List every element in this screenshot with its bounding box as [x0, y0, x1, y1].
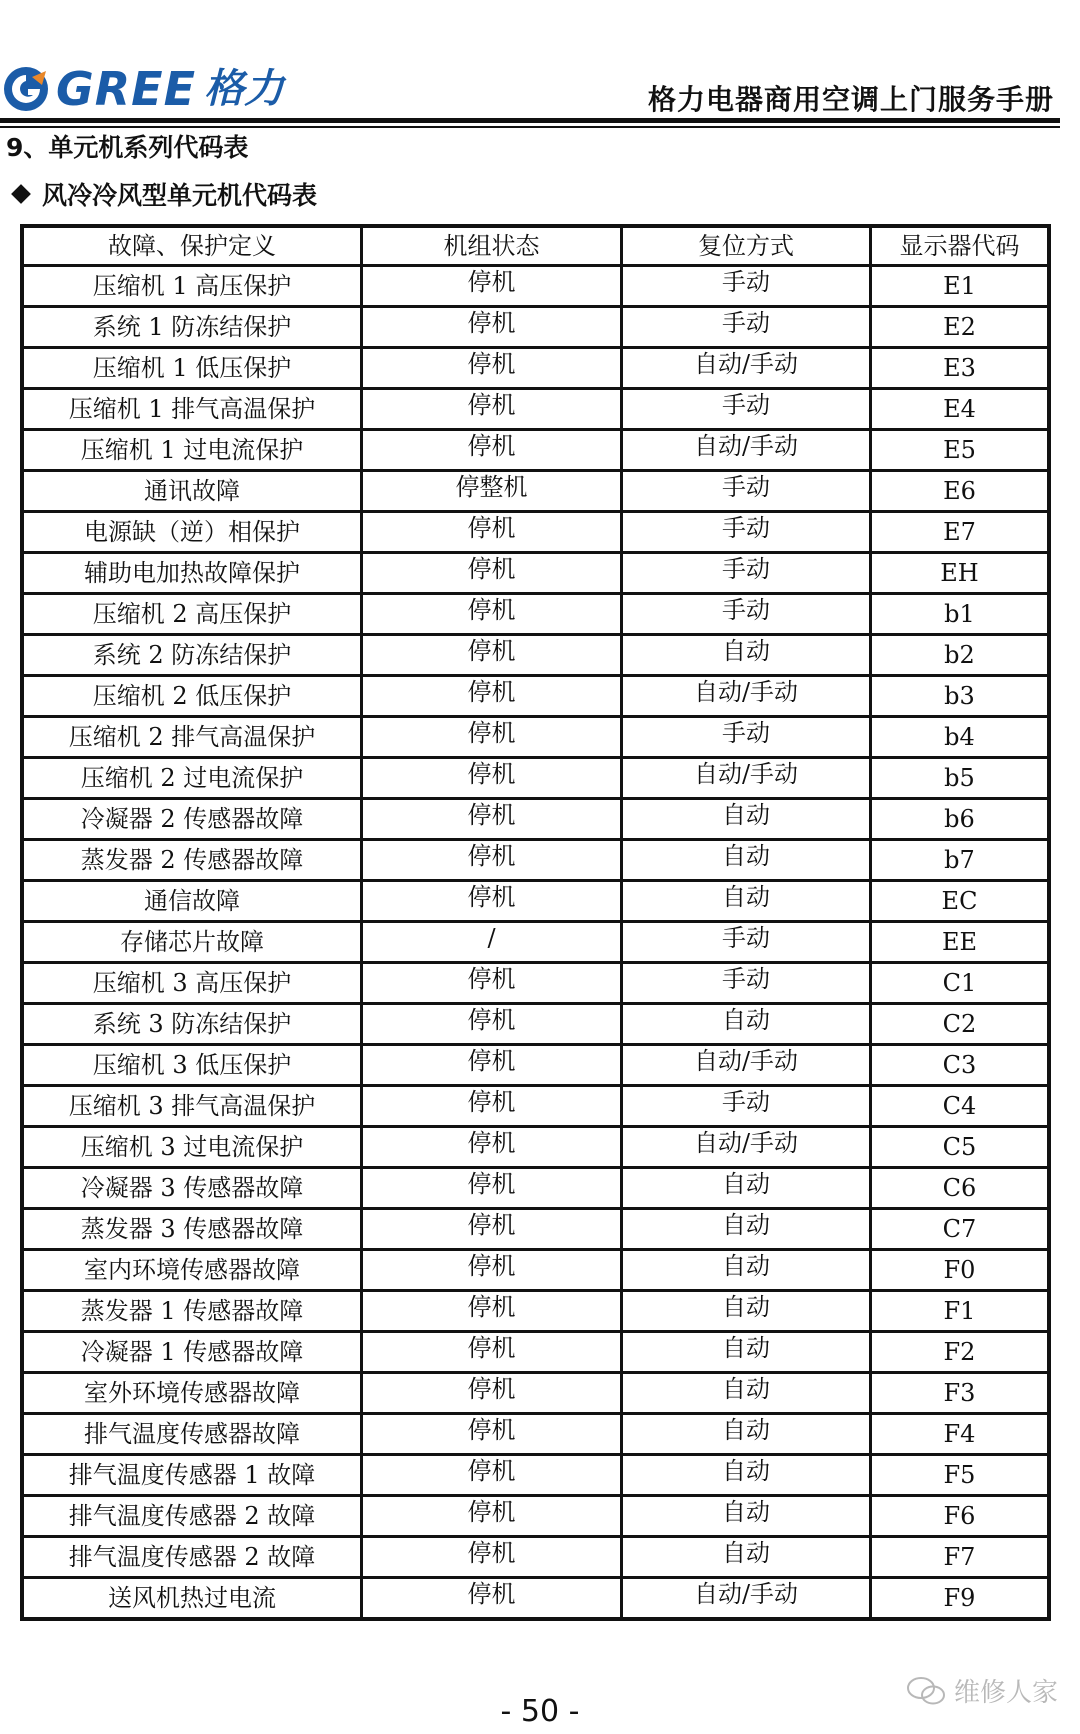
cell-unit-status: 停机 [362, 881, 622, 922]
cell-reset-method: 手动 [622, 389, 871, 430]
cell-display-code: C3 [871, 1045, 1050, 1086]
cell-unit-status: 停机 [362, 1209, 622, 1250]
cell-display-code: C7 [871, 1209, 1050, 1250]
cell-unit-status: 停机 [362, 1127, 622, 1168]
cell-reset-method: 自动/手动 [622, 1045, 871, 1086]
cell-fault-definition: 冷凝器 1 传感器故障 [22, 1332, 362, 1373]
cell-unit-status: 停机 [362, 1373, 622, 1414]
cell-reset-method: 手动 [622, 1086, 871, 1127]
cell-display-code: F2 [871, 1332, 1050, 1373]
cell-unit-status: 停机 [362, 717, 622, 758]
cell-reset-method: 手动 [622, 717, 871, 758]
table-row [22, 881, 1049, 922]
cell-fault-definition: 压缩机 3 低压保护 [22, 1045, 362, 1086]
cell-display-code: EE [871, 922, 1050, 963]
cell-reset-method: 自动 [622, 1291, 871, 1332]
cell-reset-method: 手动 [622, 922, 871, 963]
cell-reset-method: 自动 [622, 1373, 871, 1414]
table-row [22, 1332, 1049, 1373]
cell-display-code: b7 [871, 840, 1050, 881]
table-row [22, 307, 1049, 348]
cell-unit-status: 停机 [362, 1291, 622, 1332]
cell-fault-definition: 排气温度传感器 2 故障 [22, 1537, 362, 1578]
cell-reset-method: 手动 [622, 963, 871, 1004]
cell-fault-definition: 冷凝器 2 传感器故障 [22, 799, 362, 840]
cell-fault-definition: 压缩机 3 高压保护 [22, 963, 362, 1004]
cell-reset-method: 自动 [622, 881, 871, 922]
cell-display-code: C1 [871, 963, 1050, 1004]
cell-reset-method: 自动/手动 [622, 348, 871, 389]
cell-fault-definition: 系统 3 防冻结保护 [22, 1004, 362, 1045]
cell-display-code: E7 [871, 512, 1050, 553]
cell-reset-method: 自动 [622, 1414, 871, 1455]
cell-fault-definition: 室外环境传感器故障 [22, 1373, 362, 1414]
cell-display-code: F5 [871, 1455, 1050, 1496]
cell-fault-definition: 排气温度传感器故障 [22, 1414, 362, 1455]
cell-display-code: E2 [871, 307, 1050, 348]
table-row [22, 553, 1049, 594]
watermark-text: 维修人家 [953, 1678, 1058, 1708]
cell-display-code: EH [871, 553, 1050, 594]
logo-chinese-text: 格力 [204, 65, 285, 112]
cell-reset-method: 手动 [622, 266, 871, 307]
cell-reset-method: 自动 [622, 1250, 871, 1291]
cell-fault-definition: 室内环境传感器故障 [22, 1250, 362, 1291]
cell-display-code: b6 [871, 799, 1050, 840]
cell-fault-definition: 系统 2 防冻结保护 [22, 635, 362, 676]
table-row [22, 1250, 1049, 1291]
cell-reset-method: 自动 [622, 1496, 871, 1537]
cell-unit-status: 停机 [362, 1455, 622, 1496]
cell-fault-definition: 排气温度传感器 2 故障 [22, 1496, 362, 1537]
section-title: 9、单元机系列代码表 [6, 133, 249, 162]
header-rule-thick [0, 118, 1060, 123]
cell-display-code: E6 [871, 471, 1050, 512]
sub-title-text: 风冷冷风型单元机代码表 [42, 181, 318, 210]
cell-unit-status: 停机 [362, 963, 622, 1004]
cell-reset-method: 自动 [622, 1209, 871, 1250]
cell-fault-definition: 压缩机 3 排气高温保护 [22, 1086, 362, 1127]
cell-fault-definition: 蒸发器 1 传感器故障 [22, 1291, 362, 1332]
table-row [22, 389, 1049, 430]
cell-unit-status: 停机 [362, 348, 622, 389]
cell-fault-definition: 压缩机 2 排气高温保护 [22, 717, 362, 758]
table-row [22, 1004, 1049, 1045]
cell-unit-status: 停机 [362, 1045, 622, 1086]
cell-unit-status: 停整机 [362, 471, 622, 512]
cell-reset-method: 自动 [622, 799, 871, 840]
cell-unit-status: 停机 [362, 389, 622, 430]
table-row [22, 635, 1049, 676]
cell-display-code: C6 [871, 1168, 1050, 1209]
table-row [22, 512, 1049, 553]
cell-unit-status: 停机 [362, 1168, 622, 1209]
cell-reset-method: 自动 [622, 1537, 871, 1578]
cell-reset-method: 自动/手动 [622, 430, 871, 471]
table-row [22, 266, 1049, 307]
cell-fault-definition: 压缩机 1 过电流保护 [22, 430, 362, 471]
cell-fault-definition: 辅助电加热故障保护 [22, 553, 362, 594]
cell-unit-status: 停机 [362, 1578, 622, 1620]
cell-fault-definition: 电源缺（逆）相保护 [22, 512, 362, 553]
cell-fault-definition: 系统 1 防冻结保护 [22, 307, 362, 348]
cell-fault-definition: 蒸发器 2 传感器故障 [22, 840, 362, 881]
cell-fault-definition: 压缩机 1 低压保护 [22, 348, 362, 389]
cell-reset-method: 手动 [622, 594, 871, 635]
cell-reset-method: 自动/手动 [622, 1127, 871, 1168]
cell-reset-method: 自动/手动 [622, 1578, 871, 1620]
table-row [22, 594, 1049, 635]
cell-display-code: F3 [871, 1373, 1050, 1414]
cell-fault-definition: 压缩机 2 低压保护 [22, 676, 362, 717]
wechat-icon [906, 1676, 946, 1706]
cell-reset-method: 自动/手动 [622, 758, 871, 799]
cell-unit-status: 停机 [362, 1414, 622, 1455]
cell-display-code: b2 [871, 635, 1050, 676]
cell-display-code: b1 [871, 594, 1050, 635]
table-row [22, 1414, 1049, 1455]
cell-unit-status: 停机 [362, 840, 622, 881]
cell-display-code: EC [871, 881, 1050, 922]
header-display-code: 显示器代码 [871, 226, 1050, 266]
cell-unit-status: 停机 [362, 635, 622, 676]
header-fault-definition: 故障、保护定义 [22, 226, 362, 266]
page-number: - 50 - [500, 1694, 580, 1729]
cell-display-code: b5 [871, 758, 1050, 799]
diamond-bullet-icon [11, 184, 31, 204]
table-row [22, 1455, 1049, 1496]
table-row [22, 840, 1049, 881]
cell-unit-status: 停机 [362, 307, 622, 348]
cell-unit-status: 停机 [362, 1332, 622, 1373]
cell-display-code: C4 [871, 1086, 1050, 1127]
cell-unit-status: 停机 [362, 1496, 622, 1537]
table-row [22, 1537, 1049, 1578]
cell-unit-status: 停机 [362, 512, 622, 553]
logo-text: GREE [56, 62, 197, 116]
table-row [22, 1291, 1049, 1332]
table-row [22, 1168, 1049, 1209]
cell-fault-definition: 压缩机 1 排气高温保护 [22, 389, 362, 430]
table-header-row [22, 226, 1049, 266]
cell-unit-status: 停机 [362, 553, 622, 594]
gree-logo [2, 62, 285, 116]
cell-unit-status: 停机 [362, 676, 622, 717]
cell-reset-method: 自动 [622, 1004, 871, 1045]
cell-display-code: F0 [871, 1250, 1050, 1291]
cell-fault-definition: 冷凝器 3 传感器故障 [22, 1168, 362, 1209]
table-row [22, 348, 1049, 389]
cell-display-code: b3 [871, 676, 1050, 717]
cell-unit-status: 停机 [362, 758, 622, 799]
cell-unit-status: 停机 [362, 594, 622, 635]
cell-fault-definition: 通讯故障 [22, 471, 362, 512]
cell-display-code: E3 [871, 348, 1050, 389]
cell-unit-status: 停机 [362, 799, 622, 840]
table-row [22, 430, 1049, 471]
table-body [22, 266, 1049, 1620]
cell-unit-status: 停机 [362, 1004, 622, 1045]
cell-reset-method: 自动 [622, 1168, 871, 1209]
cell-display-code: C2 [871, 1004, 1050, 1045]
cell-display-code: b4 [871, 717, 1050, 758]
cell-unit-status: 停机 [362, 1250, 622, 1291]
table-row [22, 1127, 1049, 1168]
cell-fault-definition: 蒸发器 3 传感器故障 [22, 1209, 362, 1250]
table-row [22, 1045, 1049, 1086]
header-unit-status: 机组状态 [362, 226, 622, 266]
cell-fault-definition: 压缩机 1 高压保护 [22, 266, 362, 307]
table-row [22, 676, 1049, 717]
cell-reset-method: 自动 [622, 840, 871, 881]
cell-unit-status: 停机 [362, 266, 622, 307]
header-reset-method: 复位方式 [622, 226, 871, 266]
table-row [22, 471, 1049, 512]
cell-reset-method: 自动/手动 [622, 676, 871, 717]
table-row [22, 1373, 1049, 1414]
table-row [22, 963, 1049, 1004]
cell-fault-definition: 排气温度传感器 1 故障 [22, 1455, 362, 1496]
cell-display-code: E4 [871, 389, 1050, 430]
table-row [22, 922, 1049, 963]
cell-unit-status: 停机 [362, 1086, 622, 1127]
table-row [22, 717, 1049, 758]
cell-unit-status: / [362, 922, 622, 963]
cell-unit-status: 停机 [362, 1537, 622, 1578]
sub-title [10, 176, 317, 212]
cell-fault-definition: 存储芯片故障 [22, 922, 362, 963]
cell-reset-method: 自动 [622, 1455, 871, 1496]
cell-reset-method: 手动 [622, 512, 871, 553]
cell-display-code: E1 [871, 266, 1050, 307]
cell-reset-method: 手动 [622, 471, 871, 512]
cell-fault-definition: 通信故障 [22, 881, 362, 922]
table-row [22, 1496, 1049, 1537]
cell-display-code: F1 [871, 1291, 1050, 1332]
cell-unit-status: 停机 [362, 430, 622, 471]
cell-fault-definition: 送风机热过电流 [22, 1578, 362, 1620]
error-code-table [20, 224, 1051, 1621]
cell-display-code: F7 [871, 1537, 1050, 1578]
table-row [22, 1086, 1049, 1127]
manual-title: 格力电器商用空调上门服务手册 [647, 83, 1054, 116]
cell-display-code: F4 [871, 1414, 1050, 1455]
cell-reset-method: 自动 [622, 1332, 871, 1373]
table-row [22, 758, 1049, 799]
cell-display-code: F6 [871, 1496, 1050, 1537]
table-row [22, 1209, 1049, 1250]
table-row [22, 1578, 1049, 1620]
watermark [906, 1672, 1058, 1709]
cell-display-code: F9 [871, 1578, 1050, 1620]
cell-fault-definition: 压缩机 2 过电流保护 [22, 758, 362, 799]
table-row [22, 799, 1049, 840]
gree-logo-icon [2, 65, 50, 113]
cell-reset-method: 手动 [622, 553, 871, 594]
cell-display-code: C5 [871, 1127, 1050, 1168]
cell-reset-method: 手动 [622, 307, 871, 348]
cell-fault-definition: 压缩机 3 过电流保护 [22, 1127, 362, 1168]
cell-reset-method: 自动 [622, 635, 871, 676]
cell-display-code: E5 [871, 430, 1050, 471]
cell-fault-definition: 压缩机 2 高压保护 [22, 594, 362, 635]
